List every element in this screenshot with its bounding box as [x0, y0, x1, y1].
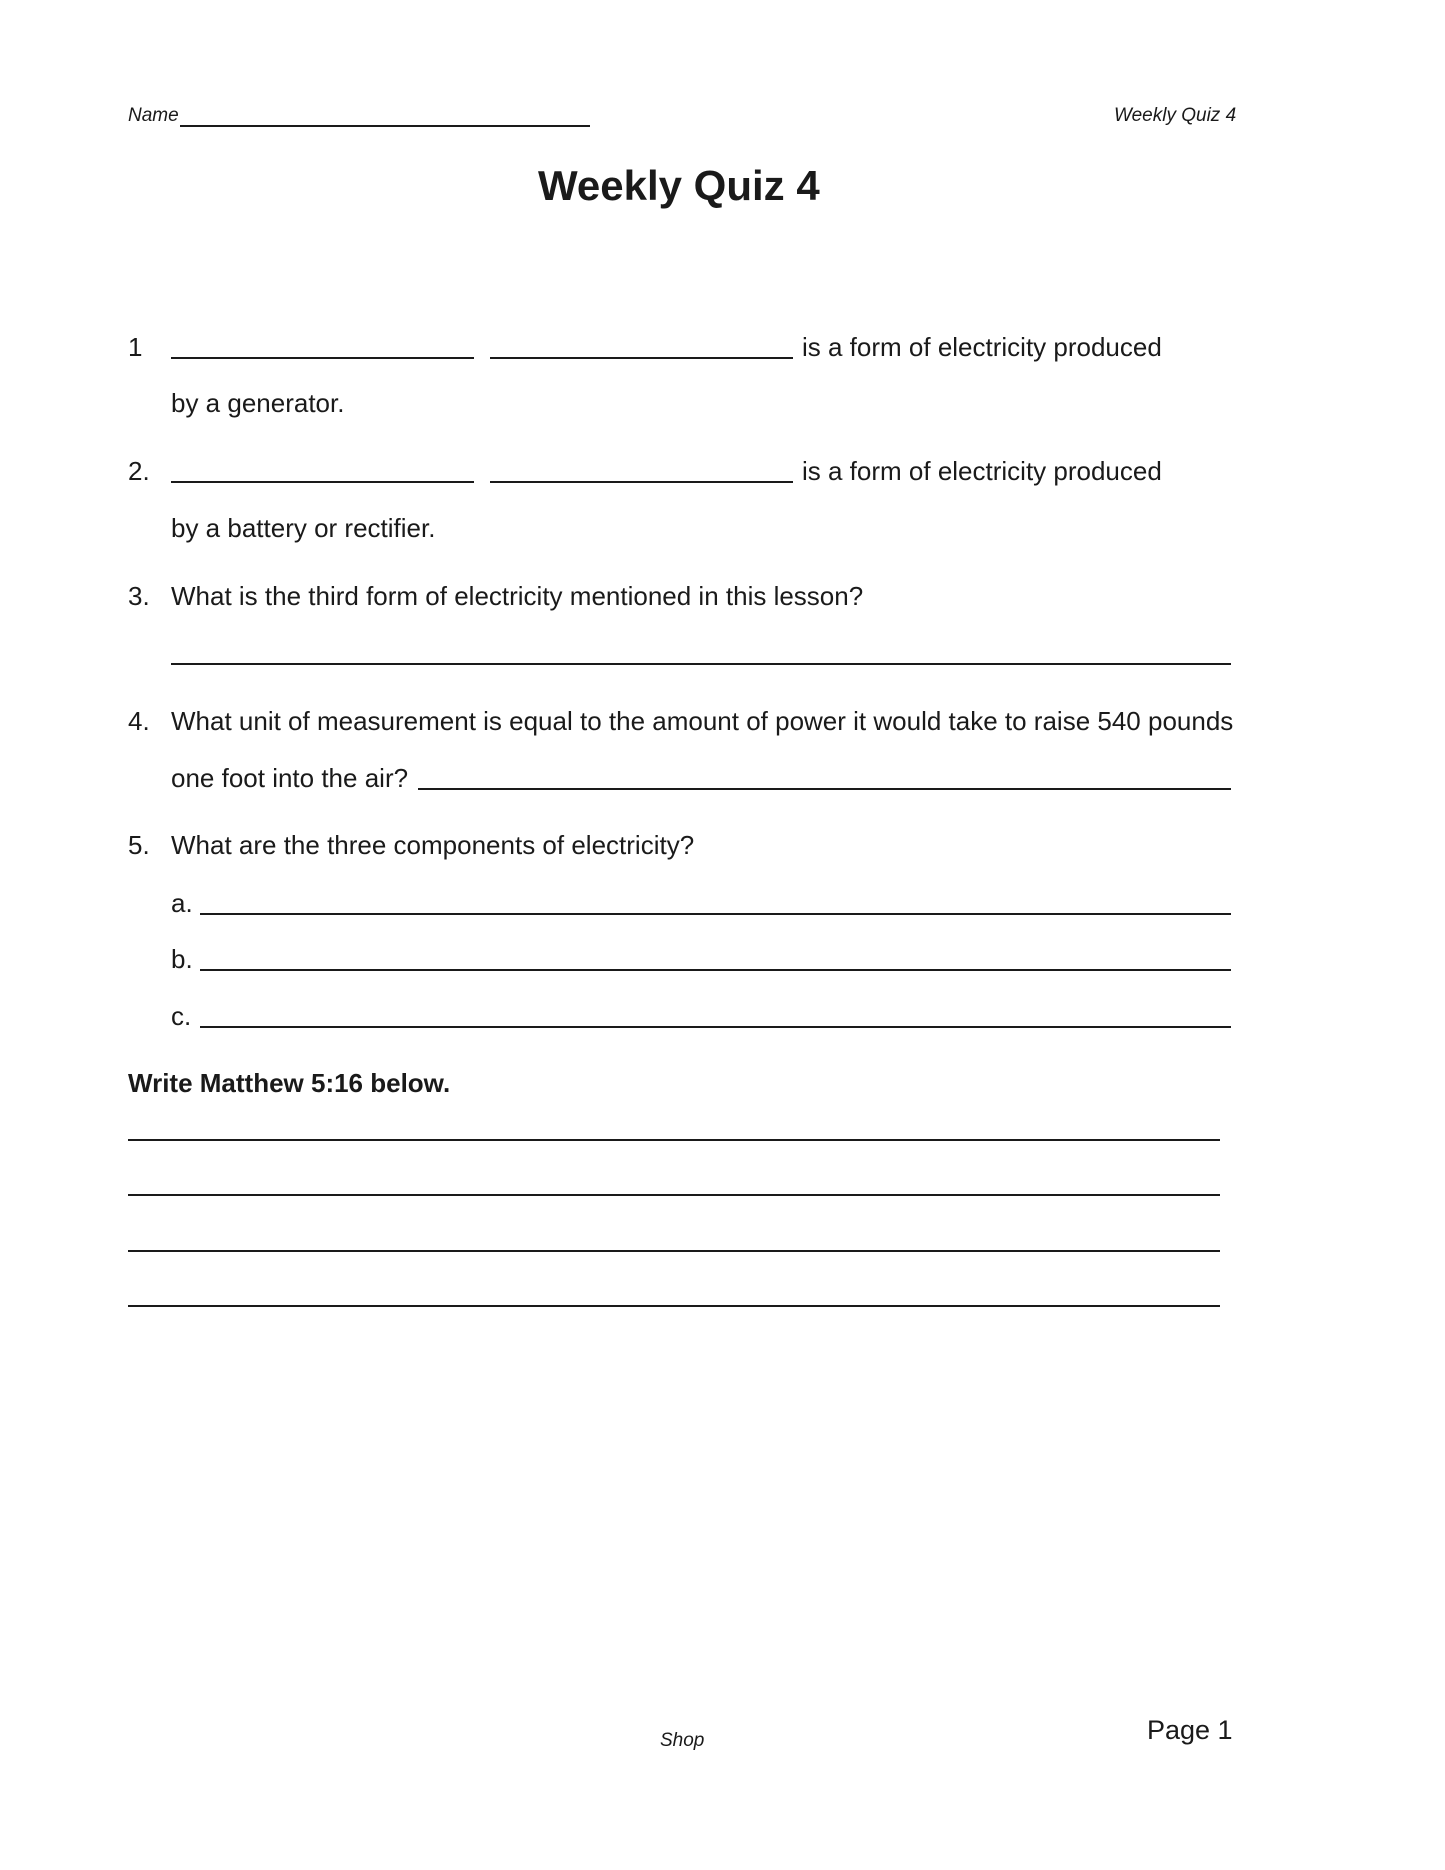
scripture-line-4[interactable] [128, 1305, 1220, 1307]
question-1-continuation: by a generator. [171, 388, 345, 418]
name-input-line[interactable] [180, 125, 590, 127]
question-5-part-b-line[interactable] [200, 969, 1231, 971]
scripture-line-3[interactable] [128, 1250, 1220, 1252]
question-3-answer-line[interactable] [171, 663, 1231, 665]
page-number: Page 1 [1147, 1715, 1233, 1745]
question-5-part-b-label: b. [171, 944, 193, 974]
page-title: Weekly Quiz 4 [538, 162, 820, 209]
question-3-number: 3. [128, 581, 150, 611]
question-2-continuation: by a battery or rectifier. [171, 513, 436, 543]
question-2-text: is a form of electricity produced [802, 456, 1162, 486]
question-5-number: 5. [128, 830, 150, 860]
question-2-blank-2[interactable] [490, 481, 793, 483]
question-4-answer-line[interactable] [418, 788, 1231, 790]
question-5-part-a-label: a. [171, 888, 193, 918]
question-3-text: What is the third form of electricity mentioned in this lesson? [171, 581, 864, 611]
question-1-text: is a form of electricity produced [802, 332, 1162, 362]
question-1-number: 1 [128, 332, 143, 362]
footer-course: Shop [660, 1730, 705, 1751]
header-quiz-label: Weekly Quiz 4 [1114, 105, 1237, 126]
question-1-blank-2[interactable] [490, 357, 793, 359]
name-label: Name [128, 105, 179, 126]
scripture-line-1[interactable] [128, 1139, 1220, 1141]
question-4-number: 4. [128, 706, 150, 736]
question-2-number: 2. [128, 456, 150, 486]
question-5-part-c-line[interactable] [200, 1026, 1231, 1028]
scripture-line-2[interactable] [128, 1194, 1220, 1196]
question-2-blank-1[interactable] [171, 481, 474, 483]
question-4-text: What unit of measurement is equal to the amount of power it would take to raise 540 pounds [171, 706, 1234, 736]
question-5-text: What are the three components of electricity? [171, 830, 695, 860]
question-4-continuation: one foot into the air? [171, 763, 409, 793]
question-5-part-c-label: c. [171, 1001, 192, 1031]
question-1-blank-1[interactable] [171, 357, 474, 359]
scripture-prompt: Write Matthew 5:16 below. [128, 1068, 451, 1098]
question-5-part-a-line[interactable] [200, 913, 1231, 915]
